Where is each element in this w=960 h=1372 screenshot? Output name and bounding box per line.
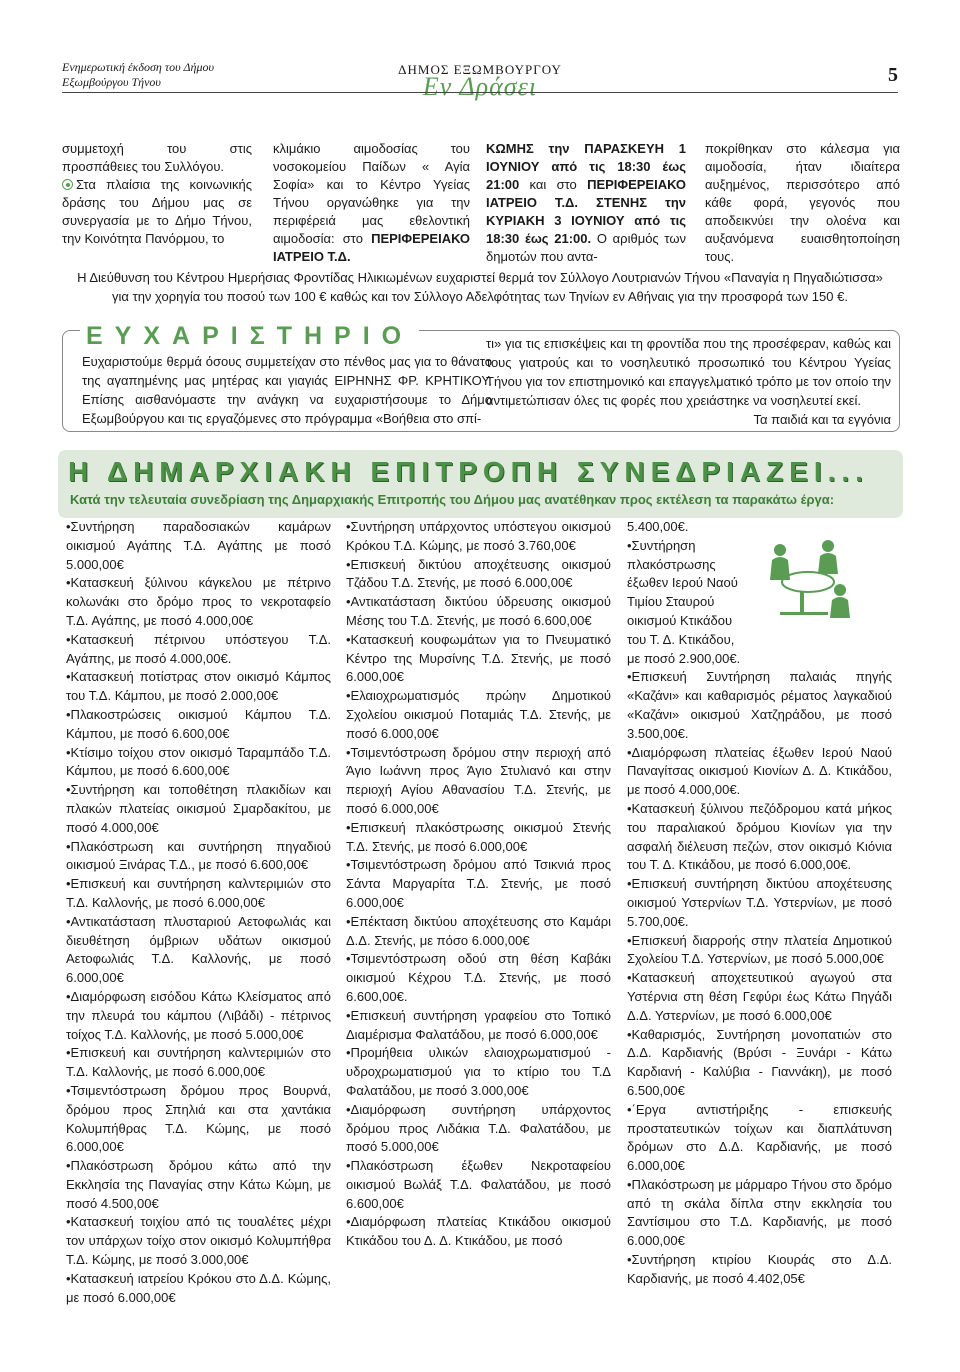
project-item: •Επισκευή και συντήρηση καλντεριμιών στο Τ.Δ. Καλλονής, με ποσό 6.000,00€ — [66, 876, 331, 910]
project-item: •Πλακοστρώσεις οικισμού Κάμπου Τ.Δ. Κάμπου, με ποσό 6.600,00€ — [66, 706, 331, 741]
committee-subtitle: Κατά την τελευταία συνεδρίαση της Δημαρχιακής Επιτροπής του Δήμου μας ανατέθηκαν προς εκτέλεση τα παρακάτω έργα: — [70, 492, 835, 507]
article-column-4 — [705, 140, 900, 266]
projects-column-3-list — [627, 668, 892, 1288]
thanks-text-left: Ευχαριστούμε θερμά όσους συμμετείχαν στο πένθος μας για το θάνατο της αγαπημένης μας μητέρας και γιαγιάς ΕΙΡΗΝΗΣ ΦΡ. ΚΡΗΤΙΚΟΥ. Επίσης αισθανόμαστε την ανάγκη να ευχαριστήσουμε το Δήμο Εξωμβούργου και τις εργαζόμενες στο πρόγραμμα «Βοήθεια στο σπί- — [82, 354, 492, 426]
article-date-2: ΠΕΡΙΦΕΡΕΙΑΚΟ ΙΑΤΡΕΙΟ Τ.Δ. ΣΤΕΝΗΣ την ΚΥΡΙΑΚΗ 3 ΙΟΥΝΙΟΥ από τις 18:30 έως 21:00. — [486, 177, 686, 246]
project-item: •Πλακόστρωση δρόμου κάτω από την Εκκλησία της Παναγίας στην Κάτω Κώμη, με ποσό 4.500,00€ — [66, 1158, 331, 1211]
page-number: 5 — [888, 64, 898, 86]
notice-line-1: Η Διεύθυνση του Κέντρου Ημερήσιας Φροντίδας Ηλικιωμένων ευχαριστεί θερμά τον Σύλλογο Λουτριανών Τήνου «Παναγία η Πηγαδιώτισσα» — [77, 270, 883, 285]
project-item: •Συντήρηση υπάρχοντος υπόστεγου οικισμού Κρόκου Τ.Δ. Κώμης, με ποσό 3.760,00€ — [346, 519, 611, 553]
thanks-text: τι» για τις επισκέψεις και τη φροντίδα που της προσέφεραν, καθώς και τους γιατρούς και το νοσηλευτικό προσωπικό του Κέντρου Υγείας Τήνου για τον επιστημονικό και επαγγελματικό τρόπο με τον οποίο την αντιμετώπισαν όλες τις φορές που χρειάστηκε να νοσηλευτεί εκεί. — [486, 336, 891, 408]
project-item: •Επισκευή συντήρηση δικτύου αποχέτευσης οικισμού Υστερνίων Τ.Δ. Υστερνίων, με ποσό 5.700,00€. — [627, 876, 892, 929]
committee-title: Η ΔΗΜΑΡΧΙΑΚΗ ΕΠΙΤΡΟΠΗ ΣΥΝΕΔΡΙΑΖΕΙ... — [68, 456, 869, 487]
project-item: •Προμήθεια υλικών ελαιοχρωματισμού - υδροχρωματισμού για το κτίριο του Τ.Δ Φαλατάδου, με ποσό 3.000,00€ — [346, 1045, 611, 1098]
project-item: •Τσιμεντόστρωση δρόμου στην περιοχή από Άγιο Ιωάννη προς Άγιο Στυλιανό και στην περιοχή Αγίου Αθανασίου Τ.Δ. Στενής, με ποσό 6.000,00€ — [346, 744, 611, 816]
project-item: •Επισκευή πλακόστρωσης οικισμού Στενής Τ.Δ. Στενής, με ποσό 6.000,00€ — [346, 819, 611, 854]
committee-header — [58, 450, 903, 518]
project-item: •Συντήρηση και τοποθέτηση πλακιδίων και πλακών πλατείας οικισμού Σμαρδακίτου, με ποσό 4.000,00€ — [66, 782, 331, 835]
publication-line-1: Ενημερωτική έκδοση του Δήμου — [62, 60, 214, 74]
article-paragraph-text: Στα πλαίσια της κοινωνικής δράσης του Δήμου μας σε συνεργασία με το Δήμο Τήνου, την Κοινότητα Πανόρμου, το — [62, 177, 252, 246]
project-item: •Αντικατάσταση δικτύου ύδρευσης οικισμού Μέσης του Τ.Δ. Στενής, με ποσό 6.600,00€ — [346, 594, 611, 628]
thanks-title: ΕΥΧΑΡΙΣΤΗΡΙΟ — [80, 322, 419, 351]
article-paragraph: συμμετοχή του στις προσπάθειες του Συλλόγου. — [62, 141, 252, 174]
thanks-box — [62, 322, 900, 432]
masthead-title: ΔΗΜΟΣ ΕΞΩΜΒΟΥΡΓΟΥ — [398, 62, 562, 77]
project-item: •Ελαιοχρωματισμός πρώην Δημοτικού Σχολείου οικισμού Ποταμιάς Τ.Δ. Στενής, με ποσό 6.000,00€ — [346, 688, 611, 741]
project-item: •Επισκευή και συντήρηση καλντεριμιών στο Τ.Δ. Καλλονής, με ποσό 6.000,00€ — [66, 1045, 331, 1080]
project-item: •΄Εργα αντιστήριξης - επισκευής προστατευτικών τοίχων και διαπλάτυνση δρόμων στο Δ.Δ. Καρδιανής, με ποσό 6.000,00€ — [627, 1101, 892, 1174]
header-divider — [62, 92, 898, 93]
project-item: •Κατασκευή ποτίστρας στον οικισμό Κάμπος του Τ.Δ. Κάμπου, με ποσό 2.000,00€ — [66, 669, 331, 704]
project-item: •Τσιμεντόστρωση δρόμου από Τσικνιά προς Σάντα Μαργαρίτα Τ.Δ. Στενής, με ποσό 6.000,00€ — [346, 857, 611, 910]
project-item: •Επισκευή δικτύου αποχέτευσης οικισμού Τζάδου Τ.Δ. Στενής, με ποσό 6.000,00€ — [346, 556, 611, 591]
article-date-1: ΚΩΜΗΣ την ΠΑΡΑΣΚΕΥΗ 1 ΙΟΥΝΙΟΥ από τις 18:30 έως 21:00 — [486, 141, 686, 192]
project-item: •Αντικατάσταση πλυσταριού Αετοφωλιάς και διευθέτηση όμβριων υδάτων οικισμού Αετοφωλιάς Τ.Δ. Καλλονής, με ποσό 6.000,00€ — [66, 913, 331, 986]
article-column-3 — [486, 140, 686, 266]
project-item: •Διαμόρφωση πλατείας έξωθεν Ιερού Ναού Παναγίτσας οικισμού Κιονίων Δ. Δ. Κτικάδου, με ποσό 4.000,00€. — [627, 744, 892, 798]
article-paragraph — [62, 176, 252, 248]
project-item: •Κατασκευή ιατρείου Κρόκου στο Δ.Δ. Κώμης, με ποσό 6.000,00€ — [66, 1270, 331, 1305]
project-item: •Επισκευή διαρροής στην πλατεία Δημοτικού Σχολείου Τ.Δ. Υστερνίων, με ποσό 5.000,00€ — [627, 932, 892, 967]
project-item: •Συντήρηση κτιρίου Κιουράς στο Δ.Δ. Καρδιανής, με ποσό 4.402,05€ — [627, 1252, 892, 1286]
article-column-2 — [273, 140, 470, 266]
projects-column-1 — [66, 518, 331, 1307]
masthead — [380, 62, 580, 102]
project-item: •Κατασκευή κουφωμάτων για το Πνευματικό Κέντρο της Μυρσίνης Τ.Δ. Στενής, με ποσό 6.000,00€ — [346, 631, 611, 685]
article-location: ΠΕΡΙΦΕΡΕΙΑΚΟ ΙΑΤΡΕΙΟ Τ.Δ. — [273, 231, 470, 264]
project-item: •Κατασκευή τοιχίου από τις τουαλέτες μέχρι τον υπάρχων τοίχο στον οικισμό Κολυμπήθρα Τ.Δ. Κώμης, με ποσό 3.000,00€ — [66, 1214, 331, 1268]
notice — [62, 268, 898, 306]
project-item: •Κατασκευή πέτρινου υπόστεγου Τ.Δ. Αγάπης, με ποσό 4.000,00€. — [66, 631, 331, 666]
article-text: κλιμάκιο αιμοδοσίας του νοσοκομείου Παίδων « Αγία Σοφία» και το Κέντρο Υγείας Τήνου οργανώθηκε για την περιφέρειά μας εθελοντική αιμοδοσία: στο — [273, 141, 470, 246]
meeting-illustration — [750, 520, 860, 628]
project-item: •Κατασκευή ξύλινου κάγκελου με πέτρινο κολωνάκι στο δρόμο προς το νεκροταφείο Τ.Δ. Αγάπης, με ποσό 4.000,00€ — [66, 575, 331, 628]
article-text: και στο — [519, 177, 588, 192]
publication-subtitle — [62, 60, 214, 90]
publication-line-2: Εξωμβούργου Τήνου — [62, 75, 161, 89]
project-item: •Κατασκευή αποχετευτικού αγωγού στα Υστέρνια στη θέση Γεφύρι έως Κάτω Πηγάδι Δ.Δ. Υστερνίων, με ποσό 6.000,00€ — [627, 970, 892, 1023]
project-item: •Πλακόστρωση και συντήρηση πηγαδιού οικισμού Ξινάρας Τ.Δ., με ποσό 6.600,00€ — [66, 838, 331, 873]
project-item: •Επέκταση δικτύου αποχέτευσης στο Καμάρι Δ.Δ. Στενής, με πόσο 6.000,00€ — [346, 913, 611, 948]
project-item: •Διαμόρφωση συντήρηση υπάρχοντος δρόμου προς Λιδάκια Τ.Δ. Φαλατάδου, με ποσό 5.000,00€ — [346, 1101, 611, 1155]
project-item: •Κτίσιμο τοίχου στον οικισμό Ταραμπάδο Τ.Δ. Κάμπου, με ποσό 6.600,00€ — [66, 744, 331, 779]
target-bullet-icon — [62, 179, 73, 190]
project-item: •Πλακόστρωση με μάρμαρο Τήνου στο δρόμο από τη σκάλα δίπλα στην εκκλησία του Σαντίσιμου στο Τ.Δ. Καρδιανής, με ποσό 6.000,00€ — [627, 1176, 892, 1249]
masthead-logo: Εν Δράσει — [422, 72, 538, 101]
article-text: Ο αριθμός των δημοτών που αντα- — [486, 231, 686, 264]
project-item: •Συντήρηση πλακόστρωσης έξωθεν Ιερού Ναού Τιμίου Σταυρού οικισμού Κτικάδου του Τ. Δ. Κτικάδου, με ποσό 2.900,00€. — [627, 537, 741, 666]
project-item: •Διαμόρφωση εισόδου Κάτω Κλείσματος από την πλευρά του κάμπου (Λιβάδι) - πέτρινος τοίχος Τ.Δ. Καλλονής, με ποσό 5.000,00€ — [66, 988, 331, 1042]
project-item: •Συντήρηση παραδοσιακών καμάρων οικισμού Αγάπης Τ.Δ. Αγάπης με ποσό 5.000,00€ — [66, 519, 331, 572]
project-item: •Τσιμεντόστρωση δρόμου προς Βουρνά, δρόμου προς Σπηλιά και στα χαντάκια Κολυμπήθρας Τ.Δ. Κώμης, με ποσό 6.000,00€ — [66, 1082, 331, 1155]
project-item: •Κατασκευή ξύλινου πεζόδρομου κατά μήκος του παραλιακού δρόμου Κιονίων για την ασφαλή διέλευση πεζών, στον οικισμό Κιόνια του Τ. Δ. Κτικάδου, με ποσό 6.000,00€. — [627, 800, 892, 873]
projects-column-3 — [627, 518, 892, 1289]
thanks-text-right — [486, 334, 891, 429]
project-item: •Καθαρισμός, Συντήρηση μονοπατιών στο Δ.Δ. Καρδιανής (Βρύσι - Ξυνάρι - Κάτω Καρδιανή - Καλύβια - Γιαννάκη), με ποσό 6.500,00€ — [627, 1026, 892, 1098]
thanks-signature: Τα παιδιά και τα εγγόνια — [753, 412, 891, 427]
project-item: •Επισκευή Συντήρηση παλαιάς πηγής «Καζάνι» και καθαρισμός ρέματος λαγκαδιού «Καζάνι» οικισμού Χατζηράδου, με ποσό 3.500,00€. — [627, 669, 892, 741]
project-item: •Επισκευή συντήρηση γραφείου στο Τοπικό Διαμέρισμα Φαλατάδου, με ποσό 6.000,00€ — [346, 1007, 611, 1042]
article-column-1 — [62, 140, 252, 248]
project-item: •Πλακόστρωση έξωθεν Νεκροταφείου οικισμού Βωλάξ Τ.Δ. Φαλατάδου, με ποσό 6.600,00€ — [346, 1158, 611, 1211]
project-item: •Τσιμεντόστρωση οδού στη θέση Καβάκι οικισμού Κέχρου Τ.Δ. Στενής, με ποσό 6.600,00€. — [346, 951, 611, 1004]
project-item: 5.400,00€. — [627, 519, 689, 534]
project-item: •Διαμόρφωση πλατείας Κτικάδου οικισμού Κτικάδου του Δ. Δ. Κτικάδου, με ποσό — [346, 1214, 611, 1249]
article-paragraph: ποκρίθηκαν στο κάλεσμα για αιμοδοσία, ήταν ιδιαίτερα αυξημένος, περισσότερο από κάθε φορά, γεγονός που αποδεικνύει την ολοένα και αυξανόμενα ευαισθητοποίηση τους. — [705, 141, 900, 264]
notice-line-2: για την χορηγία του ποσού των 100 € καθώς και τον Σύλλογο Αδελφότητας των Τηνίων εν Αθήναις για την προσφορά των 150 €. — [112, 289, 848, 304]
projects-column-2 — [346, 518, 611, 1251]
